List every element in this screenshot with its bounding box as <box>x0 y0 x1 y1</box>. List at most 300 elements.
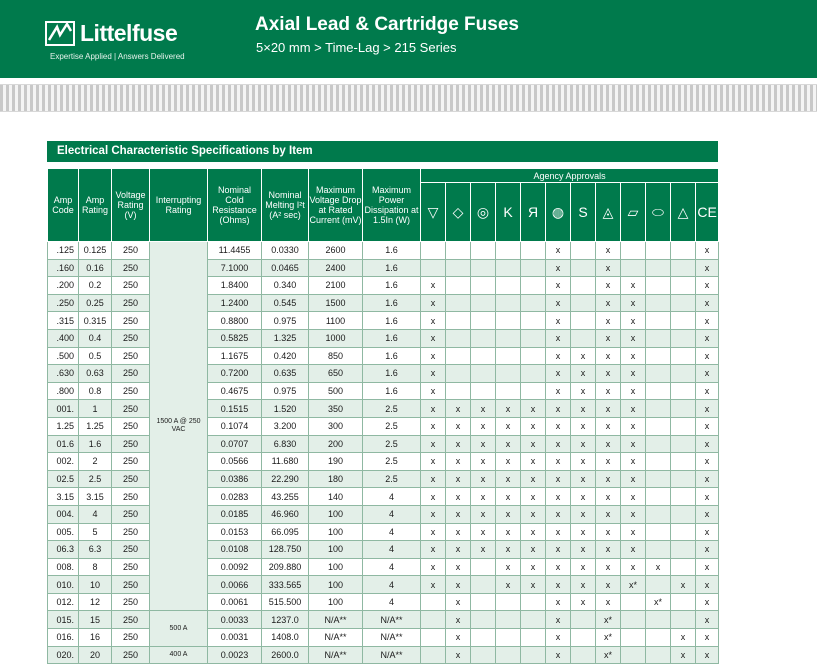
agency-approval-cell <box>671 347 696 365</box>
amp-rating-cell: 0.5 <box>79 347 112 365</box>
table-row <box>48 417 719 435</box>
voltage-cell: 250 <box>112 646 150 664</box>
agency-approval-cell: x <box>496 417 521 435</box>
agency-approval-cell <box>671 382 696 400</box>
voltage-cell: 250 <box>112 629 150 647</box>
amp-code-cell: 005. <box>48 523 79 541</box>
agency-approval-cell: x <box>596 329 621 347</box>
agency-icon-cell <box>421 183 446 242</box>
amp-code-cell: .160 <box>48 259 79 277</box>
agency-approval-cell: x <box>421 400 446 418</box>
amp-rating-cell: 16 <box>79 629 112 647</box>
table-row <box>48 576 719 594</box>
agency-approval-cell: x <box>546 294 571 312</box>
agency-icon-cell <box>696 183 719 242</box>
amp-rating-cell: 12 <box>79 593 112 611</box>
resistance-cell: 0.0283 <box>208 488 262 506</box>
agency-approval-cell <box>521 277 546 295</box>
header-resistance: Nominal Cold Resistance (Ohms) <box>208 169 262 242</box>
melting-cell: 3.200 <box>262 417 309 435</box>
voltage-cell: 250 <box>112 365 150 383</box>
agency-approval-cell: x <box>596 593 621 611</box>
amp-code-cell: 004. <box>48 505 79 523</box>
agency-approval-cell <box>521 611 546 629</box>
ul-recognized-icon: Я <box>527 204 539 220</box>
agency-approval-cell: x <box>696 470 719 488</box>
table-row <box>48 505 719 523</box>
agency-approval-cell <box>671 593 696 611</box>
voltage-cell: 250 <box>112 312 150 330</box>
agency-approval-cell <box>646 470 671 488</box>
melting-cell: 209.880 <box>262 558 309 576</box>
resistance-cell: 1.8400 <box>208 277 262 295</box>
agency-approval-cell: x <box>571 558 596 576</box>
amp-rating-cell: 20 <box>79 646 112 664</box>
amp-code-cell: 001. <box>48 400 79 418</box>
agency-approval-cell: x <box>596 417 621 435</box>
voltage-drop-cell: 1500 <box>309 294 363 312</box>
agency-approval-cell: x <box>546 523 571 541</box>
melting-cell: 333.565 <box>262 576 309 594</box>
agency-approval-cell: x <box>696 347 719 365</box>
amp-rating-cell: 0.4 <box>79 329 112 347</box>
agency-approval-cell: x <box>621 312 646 330</box>
agency-approval-cell <box>646 646 671 664</box>
agency-approval-cell: x <box>571 470 596 488</box>
agency-approval-cell: x <box>696 294 719 312</box>
agency-approval-cell: x <box>546 453 571 471</box>
agency-approval-cell: x <box>496 505 521 523</box>
littelfuse-logo-icon <box>45 21 75 46</box>
melting-cell: 22.290 <box>262 470 309 488</box>
ce-icon: CE <box>697 204 717 220</box>
agency-approval-cell: x <box>446 400 471 418</box>
amp-rating-cell: 2 <box>79 453 112 471</box>
agency-approval-cell <box>471 629 496 647</box>
agency-approval-cell: x <box>546 259 571 277</box>
agency-approval-cell: x <box>546 347 571 365</box>
amp-code-cell: 3.15 <box>48 488 79 506</box>
voltage-drop-cell: 2400 <box>309 259 363 277</box>
amp-rating-cell: 8 <box>79 558 112 576</box>
agency-approval-cell: x <box>696 400 719 418</box>
agency-approval-cell <box>471 593 496 611</box>
resistance-cell: 0.0023 <box>208 646 262 664</box>
melting-cell: 0.340 <box>262 277 309 295</box>
melting-cell: 11.680 <box>262 453 309 471</box>
amp-rating-cell: 1 <box>79 400 112 418</box>
table-row <box>48 470 719 488</box>
table-row <box>48 312 719 330</box>
agency-approval-cell: x <box>571 382 596 400</box>
agency-approval-cell <box>446 329 471 347</box>
agency-approval-cell <box>496 277 521 295</box>
header-interrupting: Interrupting Rating <box>150 169 208 242</box>
agency-approval-cell <box>421 259 446 277</box>
amp-code-cell: 1.25 <box>48 417 79 435</box>
kc-icon: K <box>503 204 513 220</box>
agency-approval-cell <box>471 611 496 629</box>
interrupting-rating-cell: 500 A <box>150 611 208 646</box>
agency-approval-cell: x <box>696 435 719 453</box>
voltage-drop-cell: 100 <box>309 523 363 541</box>
dissipation-cell: 4 <box>363 505 421 523</box>
voltage-cell: 250 <box>112 277 150 295</box>
agency-approval-cell <box>571 629 596 647</box>
voltage-cell: 250 <box>112 259 150 277</box>
amp-rating-cell: 0.315 <box>79 312 112 330</box>
agency-approval-cell: x <box>421 576 446 594</box>
agency-approval-cell: x <box>546 646 571 664</box>
melting-cell: 1.520 <box>262 400 309 418</box>
agency-approval-cell: x <box>596 576 621 594</box>
agency-approval-cell: x <box>571 400 596 418</box>
agency-approval-cell: x <box>696 576 719 594</box>
agency-approval-cell: x <box>571 453 596 471</box>
voltage-drop-cell: 2600 <box>309 242 363 260</box>
table-row <box>48 593 719 611</box>
agency-approval-cell: x <box>546 312 571 330</box>
page-header <box>0 0 817 78</box>
agency-approval-cell <box>496 242 521 260</box>
voltage-drop-cell: 1000 <box>309 329 363 347</box>
dissipation-cell: 2.5 <box>363 435 421 453</box>
agency-icon-cell <box>496 183 521 242</box>
melting-cell: 0.975 <box>262 312 309 330</box>
amp-code-cell: .800 <box>48 382 79 400</box>
agency-approval-cell <box>621 593 646 611</box>
voltage-drop-cell: 180 <box>309 470 363 488</box>
agency-approval-cell: x <box>546 611 571 629</box>
agency-approval-cell <box>646 312 671 330</box>
agency-approval-cell <box>621 629 646 647</box>
melting-cell: 66.095 <box>262 523 309 541</box>
voltage-cell: 250 <box>112 488 150 506</box>
agency-approval-cell <box>471 576 496 594</box>
agency-approval-cell: x <box>696 277 719 295</box>
voltage-cell: 250 <box>112 400 150 418</box>
agency-approval-cell <box>446 312 471 330</box>
resistance-cell: 0.0061 <box>208 593 262 611</box>
agency-approval-cell: x <box>446 435 471 453</box>
agency-approval-cell: x <box>621 329 646 347</box>
agency-icon-cell <box>646 183 671 242</box>
agency-approval-cell <box>671 312 696 330</box>
agency-approval-cell <box>671 259 696 277</box>
agency-approval-cell: x <box>521 576 546 594</box>
agency-approval-cell: x <box>496 488 521 506</box>
agency-approval-cell <box>646 347 671 365</box>
pse-triangle-icon: ▽ <box>427 204 439 220</box>
agency-approval-cell: x <box>421 312 446 330</box>
agency-approval-cell: x <box>596 523 621 541</box>
agency-approval-cell: x <box>571 505 596 523</box>
agency-approval-cell: x <box>696 629 719 647</box>
agency-approval-cell: x <box>621 400 646 418</box>
agency-approval-cell <box>496 611 521 629</box>
voltage-drop-cell: 190 <box>309 453 363 471</box>
dissipation-cell: 4 <box>363 523 421 541</box>
voltage-cell: 250 <box>112 294 150 312</box>
agency-approval-cell: x <box>596 435 621 453</box>
agency-approval-cell: x <box>546 541 571 559</box>
agency-approval-cell: x <box>646 558 671 576</box>
cqc-icon: ⬭ <box>652 204 664 220</box>
voltage-drop-cell: 100 <box>309 558 363 576</box>
resistance-cell: 0.0092 <box>208 558 262 576</box>
agency-approval-cell <box>496 259 521 277</box>
agency-approval-cell <box>671 329 696 347</box>
agency-approval-cell <box>646 294 671 312</box>
agency-approval-cell <box>446 382 471 400</box>
agency-approval-cell: x <box>596 382 621 400</box>
agency-approval-cell: x <box>621 453 646 471</box>
agency-approval-cell: x <box>696 541 719 559</box>
agency-approval-cell <box>471 277 496 295</box>
vde-icon: ▱ <box>627 204 639 220</box>
agency-approval-cell: x <box>546 505 571 523</box>
amp-code-cell: 008. <box>48 558 79 576</box>
agency-approval-cell <box>521 365 546 383</box>
resistance-cell: 0.0153 <box>208 523 262 541</box>
agency-approval-cell <box>671 523 696 541</box>
agency-approval-cell: x <box>496 453 521 471</box>
interrupting-rating-cell: 400 A <box>150 646 208 664</box>
amp-rating-cell: 3.15 <box>79 488 112 506</box>
amp-code-cell: 06.3 <box>48 541 79 559</box>
voltage-cell: 250 <box>112 435 150 453</box>
voltage-cell: 250 <box>112 329 150 347</box>
agency-approval-cell: x <box>546 470 571 488</box>
resistance-cell: 1.2400 <box>208 294 262 312</box>
voltage-cell: 250 <box>112 576 150 594</box>
agency-approval-cell: x <box>546 382 571 400</box>
agency-approval-cell: x <box>546 576 571 594</box>
dissipation-cell: 4 <box>363 593 421 611</box>
dissipation-cell: 1.6 <box>363 294 421 312</box>
agency-approval-cell <box>521 294 546 312</box>
agency-approval-cell: x <box>596 470 621 488</box>
dissipation-cell: 2.5 <box>363 453 421 471</box>
agency-approval-cell: x <box>696 312 719 330</box>
amp-code-cell: 012. <box>48 593 79 611</box>
agency-approval-cell: x <box>621 505 646 523</box>
agency-approval-cell: x <box>696 558 719 576</box>
voltage-drop-cell: 2100 <box>309 277 363 295</box>
agency-approval-cell: x <box>521 505 546 523</box>
agency-approval-cell <box>646 611 671 629</box>
agency-approval-cell: x <box>696 365 719 383</box>
table-row <box>48 453 719 471</box>
voltage-cell: 250 <box>112 505 150 523</box>
agency-approval-cell: x <box>621 382 646 400</box>
agency-approval-cell: x <box>596 259 621 277</box>
agency-approval-cell: x <box>571 541 596 559</box>
agency-approval-cell <box>521 382 546 400</box>
spec-table <box>47 168 719 664</box>
agency-approval-cell: x <box>471 435 496 453</box>
amp-rating-cell: 0.63 <box>79 365 112 383</box>
voltage-cell: 250 <box>112 347 150 365</box>
amp-code-cell: .400 <box>48 329 79 347</box>
melting-cell: 0.0465 <box>262 259 309 277</box>
agency-approval-cell <box>421 593 446 611</box>
dissipation-cell: 1.6 <box>363 277 421 295</box>
header-voltage-drop: Maximum Voltage Drop at Rated Current (mV) <box>309 169 363 242</box>
amp-code-cell: 010. <box>48 576 79 594</box>
table-row <box>48 400 719 418</box>
agency-approval-cell: x <box>546 417 571 435</box>
voltage-drop-cell: 200 <box>309 435 363 453</box>
agency-approval-cell <box>671 558 696 576</box>
agency-approval-cell: x <box>446 541 471 559</box>
agency-approval-cell: x <box>696 593 719 611</box>
amp-code-cell: .200 <box>48 277 79 295</box>
voltage-drop-cell: 500 <box>309 382 363 400</box>
voltage-drop-cell: N/A** <box>309 611 363 629</box>
agency-approval-cell <box>646 505 671 523</box>
triangle-mark-icon: △ <box>677 204 689 220</box>
agency-approval-cell <box>646 453 671 471</box>
agency-approval-cell: x <box>446 576 471 594</box>
agency-approval-cell <box>646 382 671 400</box>
amp-code-cell: 015. <box>48 611 79 629</box>
melting-cell: 2600.0 <box>262 646 309 664</box>
agency-approval-cell: x <box>546 629 571 647</box>
agency-icon-cell <box>546 183 571 242</box>
header-amp-code: Amp Code <box>48 169 79 242</box>
amp-code-cell: .500 <box>48 347 79 365</box>
agency-approval-cell <box>671 470 696 488</box>
header-melting: Nominal Melting I²t (A² sec) <box>262 169 309 242</box>
header-agency-approvals: Agency Approvals <box>421 169 719 183</box>
agency-approval-cell: x <box>471 470 496 488</box>
melting-cell: 46.960 <box>262 505 309 523</box>
dissipation-cell: 1.6 <box>363 365 421 383</box>
agency-approval-cell: x <box>421 365 446 383</box>
table-row <box>48 294 719 312</box>
agency-approval-cell: x <box>571 488 596 506</box>
agency-approval-cell <box>471 365 496 383</box>
agency-approval-cell: x <box>446 470 471 488</box>
agency-approval-cell <box>571 312 596 330</box>
interrupting-rating-cell: 1500 A @ 250 VAC <box>150 242 208 611</box>
agency-approval-cell: x <box>596 277 621 295</box>
agency-approval-cell: x <box>521 453 546 471</box>
voltage-cell: 250 <box>112 417 150 435</box>
agency-approval-cell <box>571 242 596 260</box>
agency-approval-cell: x <box>521 400 546 418</box>
agency-approval-cell: x <box>546 558 571 576</box>
agency-approval-cell: x <box>696 242 719 260</box>
melting-cell: 0.975 <box>262 382 309 400</box>
agency-approval-cell: x <box>596 488 621 506</box>
agency-approval-cell <box>646 576 671 594</box>
page-title: Axial Lead & Cartridge Fuses <box>255 14 519 35</box>
agency-icon-cell <box>596 183 621 242</box>
table-row <box>48 259 719 277</box>
agency-approval-cell <box>646 329 671 347</box>
agency-approval-cell <box>496 294 521 312</box>
resistance-cell: 0.0566 <box>208 453 262 471</box>
amp-rating-cell: 10 <box>79 576 112 594</box>
amp-code-cell: .630 <box>48 365 79 383</box>
agency-approval-cell: x <box>696 646 719 664</box>
agency-approval-cell: x <box>446 505 471 523</box>
resistance-cell: 0.8800 <box>208 312 262 330</box>
agency-approval-cell <box>496 593 521 611</box>
agency-approval-cell <box>446 259 471 277</box>
voltage-drop-cell: 350 <box>309 400 363 418</box>
agency-approval-cell <box>471 312 496 330</box>
agency-approval-cell: x <box>621 277 646 295</box>
header-voltage: Voltage Rating (V) <box>112 169 150 242</box>
amp-code-cell: 016. <box>48 629 79 647</box>
agency-approval-cell: x <box>446 646 471 664</box>
agency-approval-cell <box>521 259 546 277</box>
agency-approval-cell: x <box>446 488 471 506</box>
amp-code-cell: 01.6 <box>48 435 79 453</box>
agency-approval-cell <box>471 329 496 347</box>
agency-approval-cell: x <box>571 417 596 435</box>
table-row <box>48 329 719 347</box>
voltage-drop-cell: 100 <box>309 576 363 594</box>
agency-approval-cell: x <box>496 523 521 541</box>
agency-approval-cell: x <box>696 329 719 347</box>
voltage-drop-cell: N/A** <box>309 629 363 647</box>
agency-approval-cell: x <box>546 593 571 611</box>
agency-approval-cell: x <box>596 365 621 383</box>
agency-approval-cell: x <box>496 541 521 559</box>
amp-rating-cell: 0.125 <box>79 242 112 260</box>
agency-approval-cell: x <box>696 505 719 523</box>
agency-approval-cell <box>671 277 696 295</box>
dissipation-cell: 4 <box>363 558 421 576</box>
agency-approval-cell: x <box>421 347 446 365</box>
amp-code-cell: 02.5 <box>48 470 79 488</box>
agency-approval-cell <box>621 242 646 260</box>
dissipation-cell: 1.6 <box>363 347 421 365</box>
agency-approval-cell: x <box>421 523 446 541</box>
agency-approval-cell <box>471 558 496 576</box>
amp-rating-cell: 0.8 <box>79 382 112 400</box>
agency-approval-cell: x <box>621 347 646 365</box>
agency-approval-cell: x <box>571 365 596 383</box>
agency-approval-cell <box>646 400 671 418</box>
agency-approval-cell <box>496 382 521 400</box>
agency-approval-cell: x <box>471 488 496 506</box>
agency-approval-cell <box>621 646 646 664</box>
agency-approval-cell: x <box>521 470 546 488</box>
resistance-cell: 0.1515 <box>208 400 262 418</box>
table-row <box>48 629 719 647</box>
amp-rating-cell: 2.5 <box>79 470 112 488</box>
amp-rating-cell: 15 <box>79 611 112 629</box>
agency-approval-cell: x <box>446 611 471 629</box>
voltage-drop-cell: 140 <box>309 488 363 506</box>
agency-icon-cell <box>521 183 546 242</box>
amp-rating-cell: 5 <box>79 523 112 541</box>
agency-approval-cell <box>496 646 521 664</box>
agency-approval-cell: x <box>571 576 596 594</box>
agency-icon-cell <box>446 183 471 242</box>
voltage-drop-cell: 850 <box>309 347 363 365</box>
agency-approval-cell <box>571 259 596 277</box>
resistance-cell: 0.1074 <box>208 417 262 435</box>
amp-code-cell: .250 <box>48 294 79 312</box>
agency-approval-cell: x <box>521 541 546 559</box>
agency-approval-cell <box>496 629 521 647</box>
